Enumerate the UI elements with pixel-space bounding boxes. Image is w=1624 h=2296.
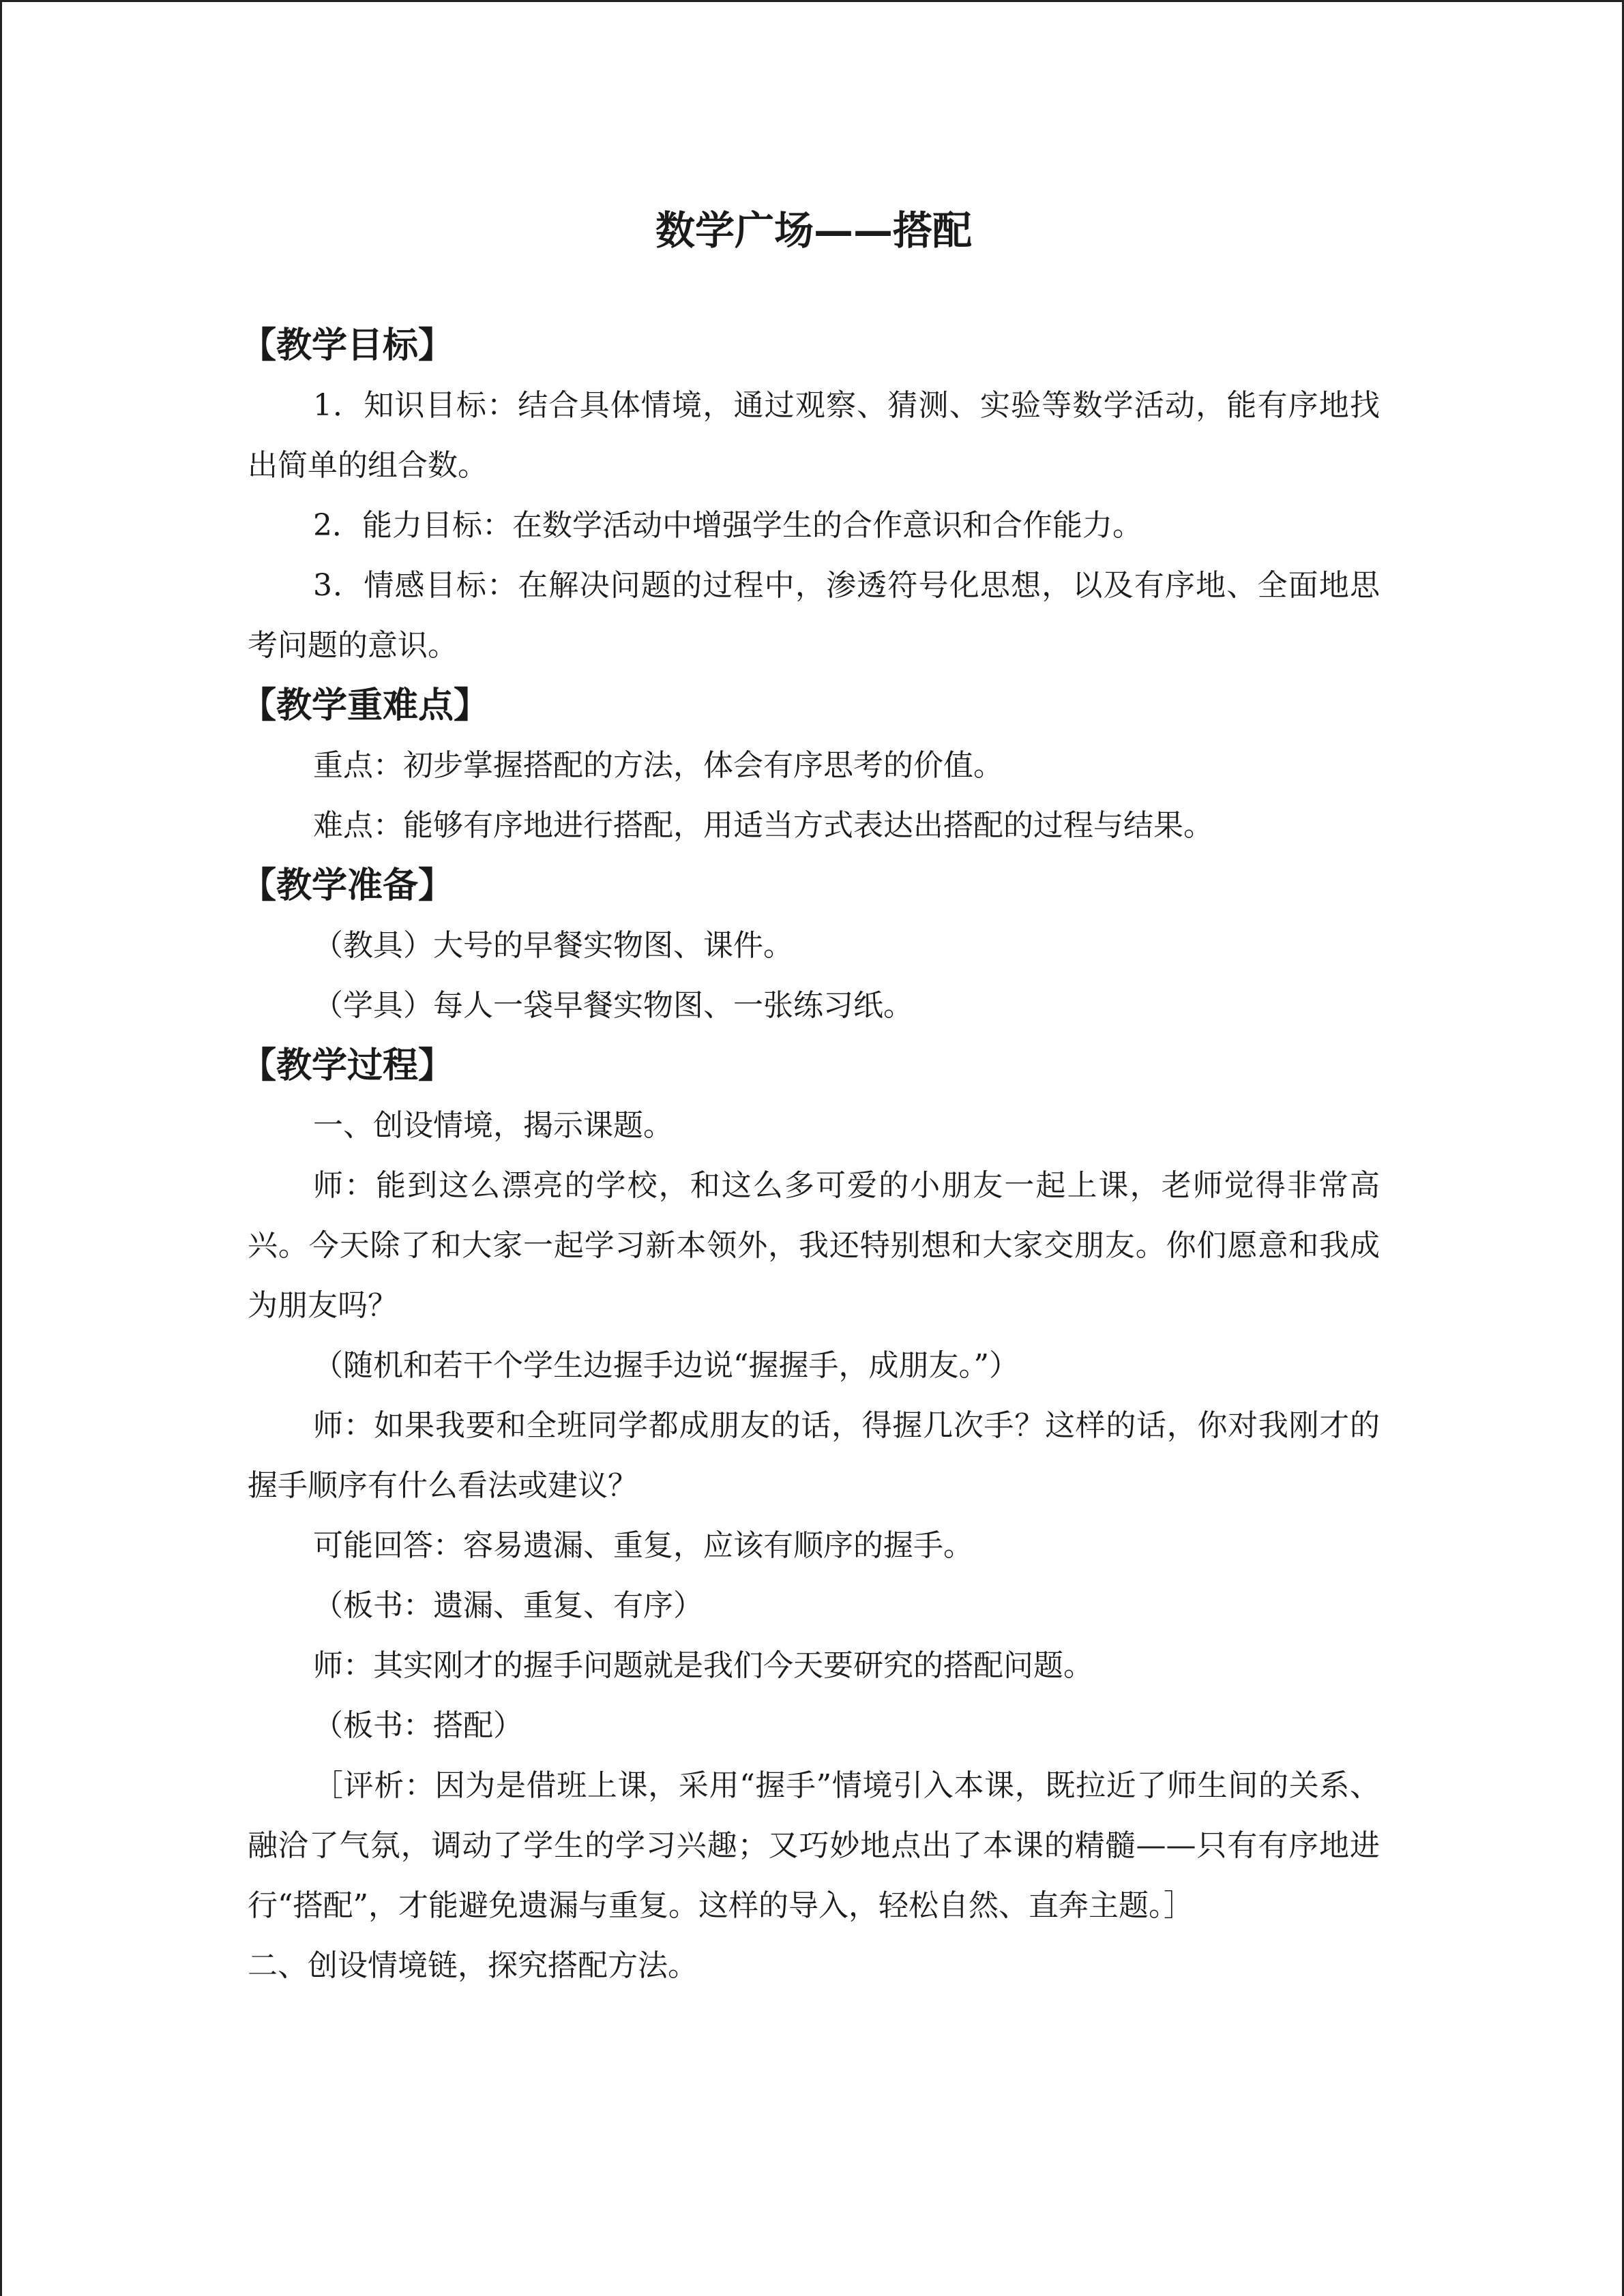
- paragraph: 3．情感目标：在解决问题的过程中，渗透符号化思想，以及有序地、全面地思考问题的意识。: [248, 568, 1380, 663]
- paragraph: 难点：能够有序地进行搭配，用适当方式表达出搭配的过程与结果。: [313, 808, 1213, 843]
- paragraph: （板书：搭配）: [313, 1708, 523, 1743]
- paragraph: （板书：遗漏、重复、有序）: [313, 1588, 703, 1623]
- paragraph: 师：其实刚才的握手问题就是我们今天要研究的搭配问题。: [313, 1648, 1093, 1683]
- section-heading-key-points: 【教学重难点】: [241, 685, 490, 726]
- document-title: 数学广场——搭配: [655, 207, 972, 254]
- section-heading-preparation: 【教学准备】: [241, 865, 454, 906]
- paragraph: （学具）每人一袋早餐实物图、一张练习纸。: [313, 988, 913, 1023]
- paragraph: 师：能到这么漂亮的学校，和这么多可爱的小朋友一起上课，老师觉得非常高兴。今天除了和大家一起学习新本领外，我还特别想和大家交朋友。你们愿意和我成为朋友吗？: [248, 1168, 1380, 1323]
- paragraph: 1．知识目标：结合具体情境，通过观察、猜测、实验等数学活动，能有序地找出简单的组合数。: [248, 388, 1380, 483]
- paragraph: 师：如果我要和全班同学都成朋友的话，得握几次手？这样的话，你对我刚才的握手顺序有什么看法或建议？: [248, 1408, 1380, 1503]
- paragraph: （随机和若干个学生边握手边说“握握手，成朋友。”）: [313, 1348, 1019, 1383]
- paragraph: 可能回答：容易遗漏、重复，应该有顺序的握手。: [313, 1528, 973, 1563]
- paragraph: 重点：初步掌握搭配的方法，体会有序思考的价值。: [313, 748, 1003, 783]
- paragraph: 2．能力目标：在数学活动中增强学生的合作意识和合作能力。: [313, 508, 1142, 543]
- document-content: [241, 200, 1380, 1996]
- section-heading-process: 【教学过程】: [241, 1045, 454, 1086]
- section-heading-objectives: 【教学目标】: [241, 325, 454, 366]
- paragraph: （教具）大号的早餐实物图、课件。: [313, 928, 793, 963]
- paragraph: ［评析：因为是借班上课，采用“握手”情境引入本课，既拉近了师生间的关系、融洽了气氛，调动了学生的学习兴趣；又巧妙地点出了本课的精髓——只有有序地进行“搭配”，才能避免遗漏与重复。这样的导入，轻松自然、直奔主题。］: [248, 1768, 1380, 1923]
- paragraph: 一、创设情境，揭示课题。: [313, 1108, 673, 1143]
- paragraph-closing: 二、创设情境链，探究搭配方法。: [248, 1948, 698, 1983]
